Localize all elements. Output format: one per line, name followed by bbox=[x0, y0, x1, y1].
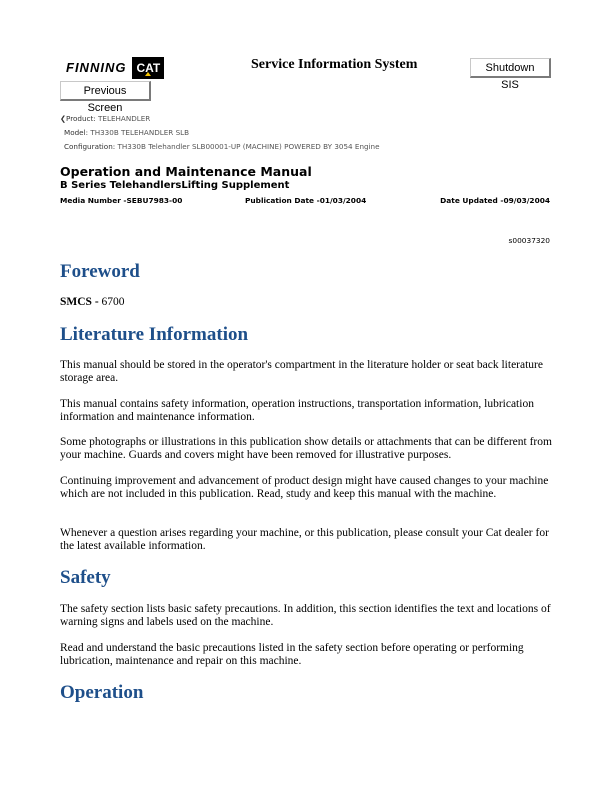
document-id: s00037320 bbox=[508, 236, 550, 245]
model-row bbox=[64, 128, 189, 137]
literature-heading: Literature Information bbox=[60, 324, 249, 345]
smcs-value: 6700 bbox=[101, 296, 125, 308]
manual-title: Operation and Maintenance Manual bbox=[60, 164, 312, 179]
configuration-label: Configuration: bbox=[64, 142, 116, 151]
finning-cat-logo bbox=[60, 57, 164, 79]
operation-heading: Operation bbox=[60, 682, 144, 703]
literature-paragraph-2: This manual contains safety information, operation instructions, transportation information, lubrication information and maintenance information. bbox=[60, 398, 534, 423]
media-number: Media Number -SEBU7983-00 bbox=[60, 196, 183, 205]
configuration-row bbox=[64, 142, 380, 151]
model-label: Model: bbox=[64, 128, 89, 137]
literature-paragraph-1: This manual should be stored in the operator's compartment in the literature holder or seat back literature storage area. bbox=[60, 359, 543, 384]
literature-paragraph-4: Continuing improvement and advancement of product design might have caused changes to your machine which are not included in this publication. Read, study and keep this manual with the machine. bbox=[60, 475, 549, 500]
system-title: Service Information System bbox=[251, 57, 418, 72]
shutdown-sis-button[interactable]: Shutdown SIS bbox=[470, 58, 551, 78]
cat-logo-badge: CAT bbox=[132, 57, 164, 79]
safety-heading: Safety bbox=[60, 567, 111, 588]
safety-paragraph-1: The safety section lists basic safety precautions. In addition, this section identifies the text and locations of warning signs and labels used on the machine. bbox=[60, 603, 551, 628]
product-label: Product: bbox=[66, 114, 96, 123]
back-arrow-icon[interactable]: ❮ bbox=[60, 114, 67, 123]
smcs-code bbox=[60, 296, 125, 308]
manual-subtitle: B Series TelehandlersLifting Supplement bbox=[60, 180, 290, 191]
foreword-heading: Foreword bbox=[60, 261, 140, 282]
model-value: TH330B TELEHANDLER SLB bbox=[90, 128, 190, 137]
smcs-label: SMCS - bbox=[60, 296, 99, 308]
literature-paragraph-3: Some photographs or illustrations in this publication show details or attachments that can be different from your machine. Guards and covers might have been removed for illustrative purposes. bbox=[60, 436, 552, 461]
product-value: TELEHANDLER bbox=[98, 114, 151, 123]
product-row bbox=[60, 114, 150, 123]
date-updated: Date Updated -09/03/2004 bbox=[440, 196, 550, 205]
publication-date: Publication Date -01/03/2004 bbox=[245, 196, 367, 205]
safety-paragraph-2: Read and understand the basic precautions listed in the safety section before operating or performing lubrication, maintenance and repair on this machine. bbox=[60, 642, 524, 667]
finning-logo-text: FINNING bbox=[60, 57, 132, 79]
configuration-value: TH330B Telehandler SLB00001-UP (MACHINE) POWERED BY 3054 Engine bbox=[117, 142, 380, 151]
previous-screen-button[interactable]: Previous Screen bbox=[60, 81, 151, 101]
literature-paragraph-5: Whenever a question arises regarding your machine, or this publication, please consult your Cat dealer for the latest available information. bbox=[60, 527, 549, 552]
